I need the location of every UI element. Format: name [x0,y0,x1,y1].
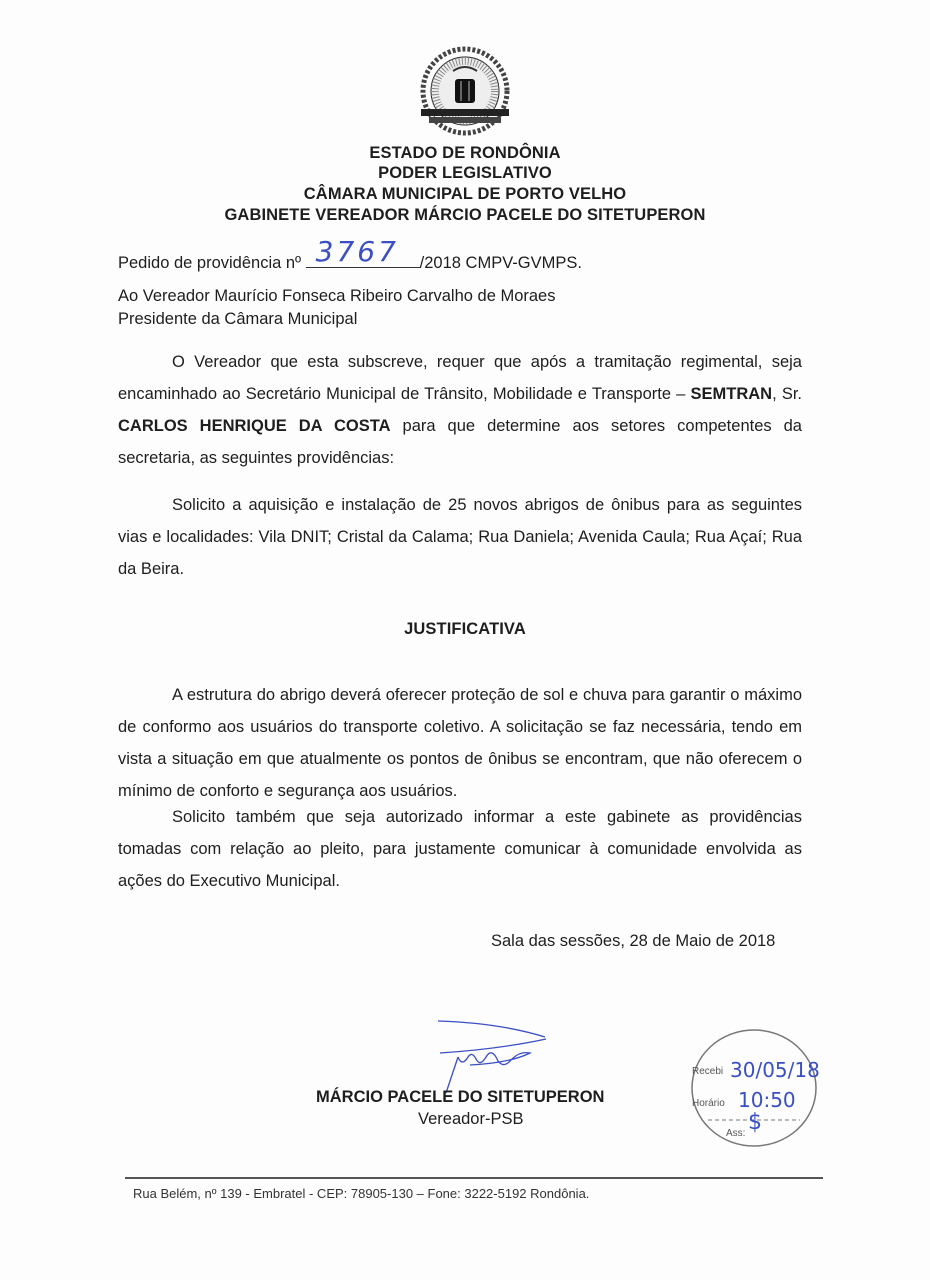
paragraph-followup: Solicito também que seja autorizado informar a este gabinete as providências tomadas com relação ao pleito, para justamente comunicar à comunidade envolvida as ações do Executivo Municipal. [118,808,802,890]
agency-name: SEMTRAN [690,385,773,403]
request-number-line [118,235,582,273]
footer-divider [125,1177,823,1179]
date-line: Sala das sessões, 28 de Maio de 2018 [491,932,776,950]
stamp-time-value: 10:50 [738,1088,796,1112]
signatory-name: MÁRCIO PACELE DO SITETUPERON [316,1088,605,1106]
addressee-name: Ao Vereador Maurício Fonseca Ribeiro Carvalho de Moraes [118,287,556,305]
footer-address: Rua Belém, nº 139 - Embratel - CEP: 78905-130 – Fone: 3222-5192 Rondônia. [133,1186,590,1201]
signatory-role: Vereador-PSB [418,1110,524,1128]
stamp-signature-label: Ass: [726,1128,746,1139]
request-suffix: /2018 CMPV-GVMPS. [419,254,582,272]
stamp-received-date: 30/05/18 [730,1058,820,1082]
paragraph-request: O Vereador que esta subscreve, requer que após a tramitação regimental, seja encaminhado ao Secretário Municipal de Trânsito, Mobilidade e Transporte – SEMTRAN, Sr. CARLOS HENRIQUE DA COSTA para que determine aos setores competentes da secretaria, as seguintes providências: [118,353,803,467]
stamp-time-label: Horário [692,1098,725,1109]
coat-of-arms-icon [413,45,517,137]
request-prefix: Pedido de providência nº [118,254,302,272]
secretary-name: CARLOS HENRIQUE DA COSTA [118,417,391,435]
header-branch: PODER LEGISLATIVO [378,164,552,182]
addressee-title: Presidente da Câmara Municipal [118,310,358,328]
justification-title: JUSTIFICATIVA [404,620,526,638]
header-chamber: CÂMARA MUNICIPAL DE PORTO VELHO [303,185,627,203]
stamp-received-label: Recebi [692,1066,724,1077]
header-state: ESTADO DE RONDÔNIA [369,144,561,162]
paragraph-justification: A estrutura do abrigo deverá oferecer proteção de sol e chuva para garantir o máximo de conformo aos usuários do transporte coletivo. A solicitação se faz necessária, tendo em vista a situação em que atualmente os pontos de ônibus se encontram, que não oferecem o mínimo de conforto e segurança aos usuários. [118,686,802,800]
received-stamp [688,1028,822,1150]
handwritten-request-number: 3767 [315,235,399,268]
request-number-field [306,235,420,268]
paragraph-locations: Solicito a aquisição e instalação de 25 novos abrigos de ônibus para as seguintes vias e localidades: Vila DNIT; Cristal da Calama; Rua Daniela; Avenida Caula; Rua Açaí; Rua da Beira. [118,496,802,578]
stamp-initials: $ [748,1110,762,1135]
handwritten-signature [420,1015,580,1095]
header-office: GABINETE VEREADOR MÁRCIO PACELE DO SITETUPERON [224,206,706,224]
